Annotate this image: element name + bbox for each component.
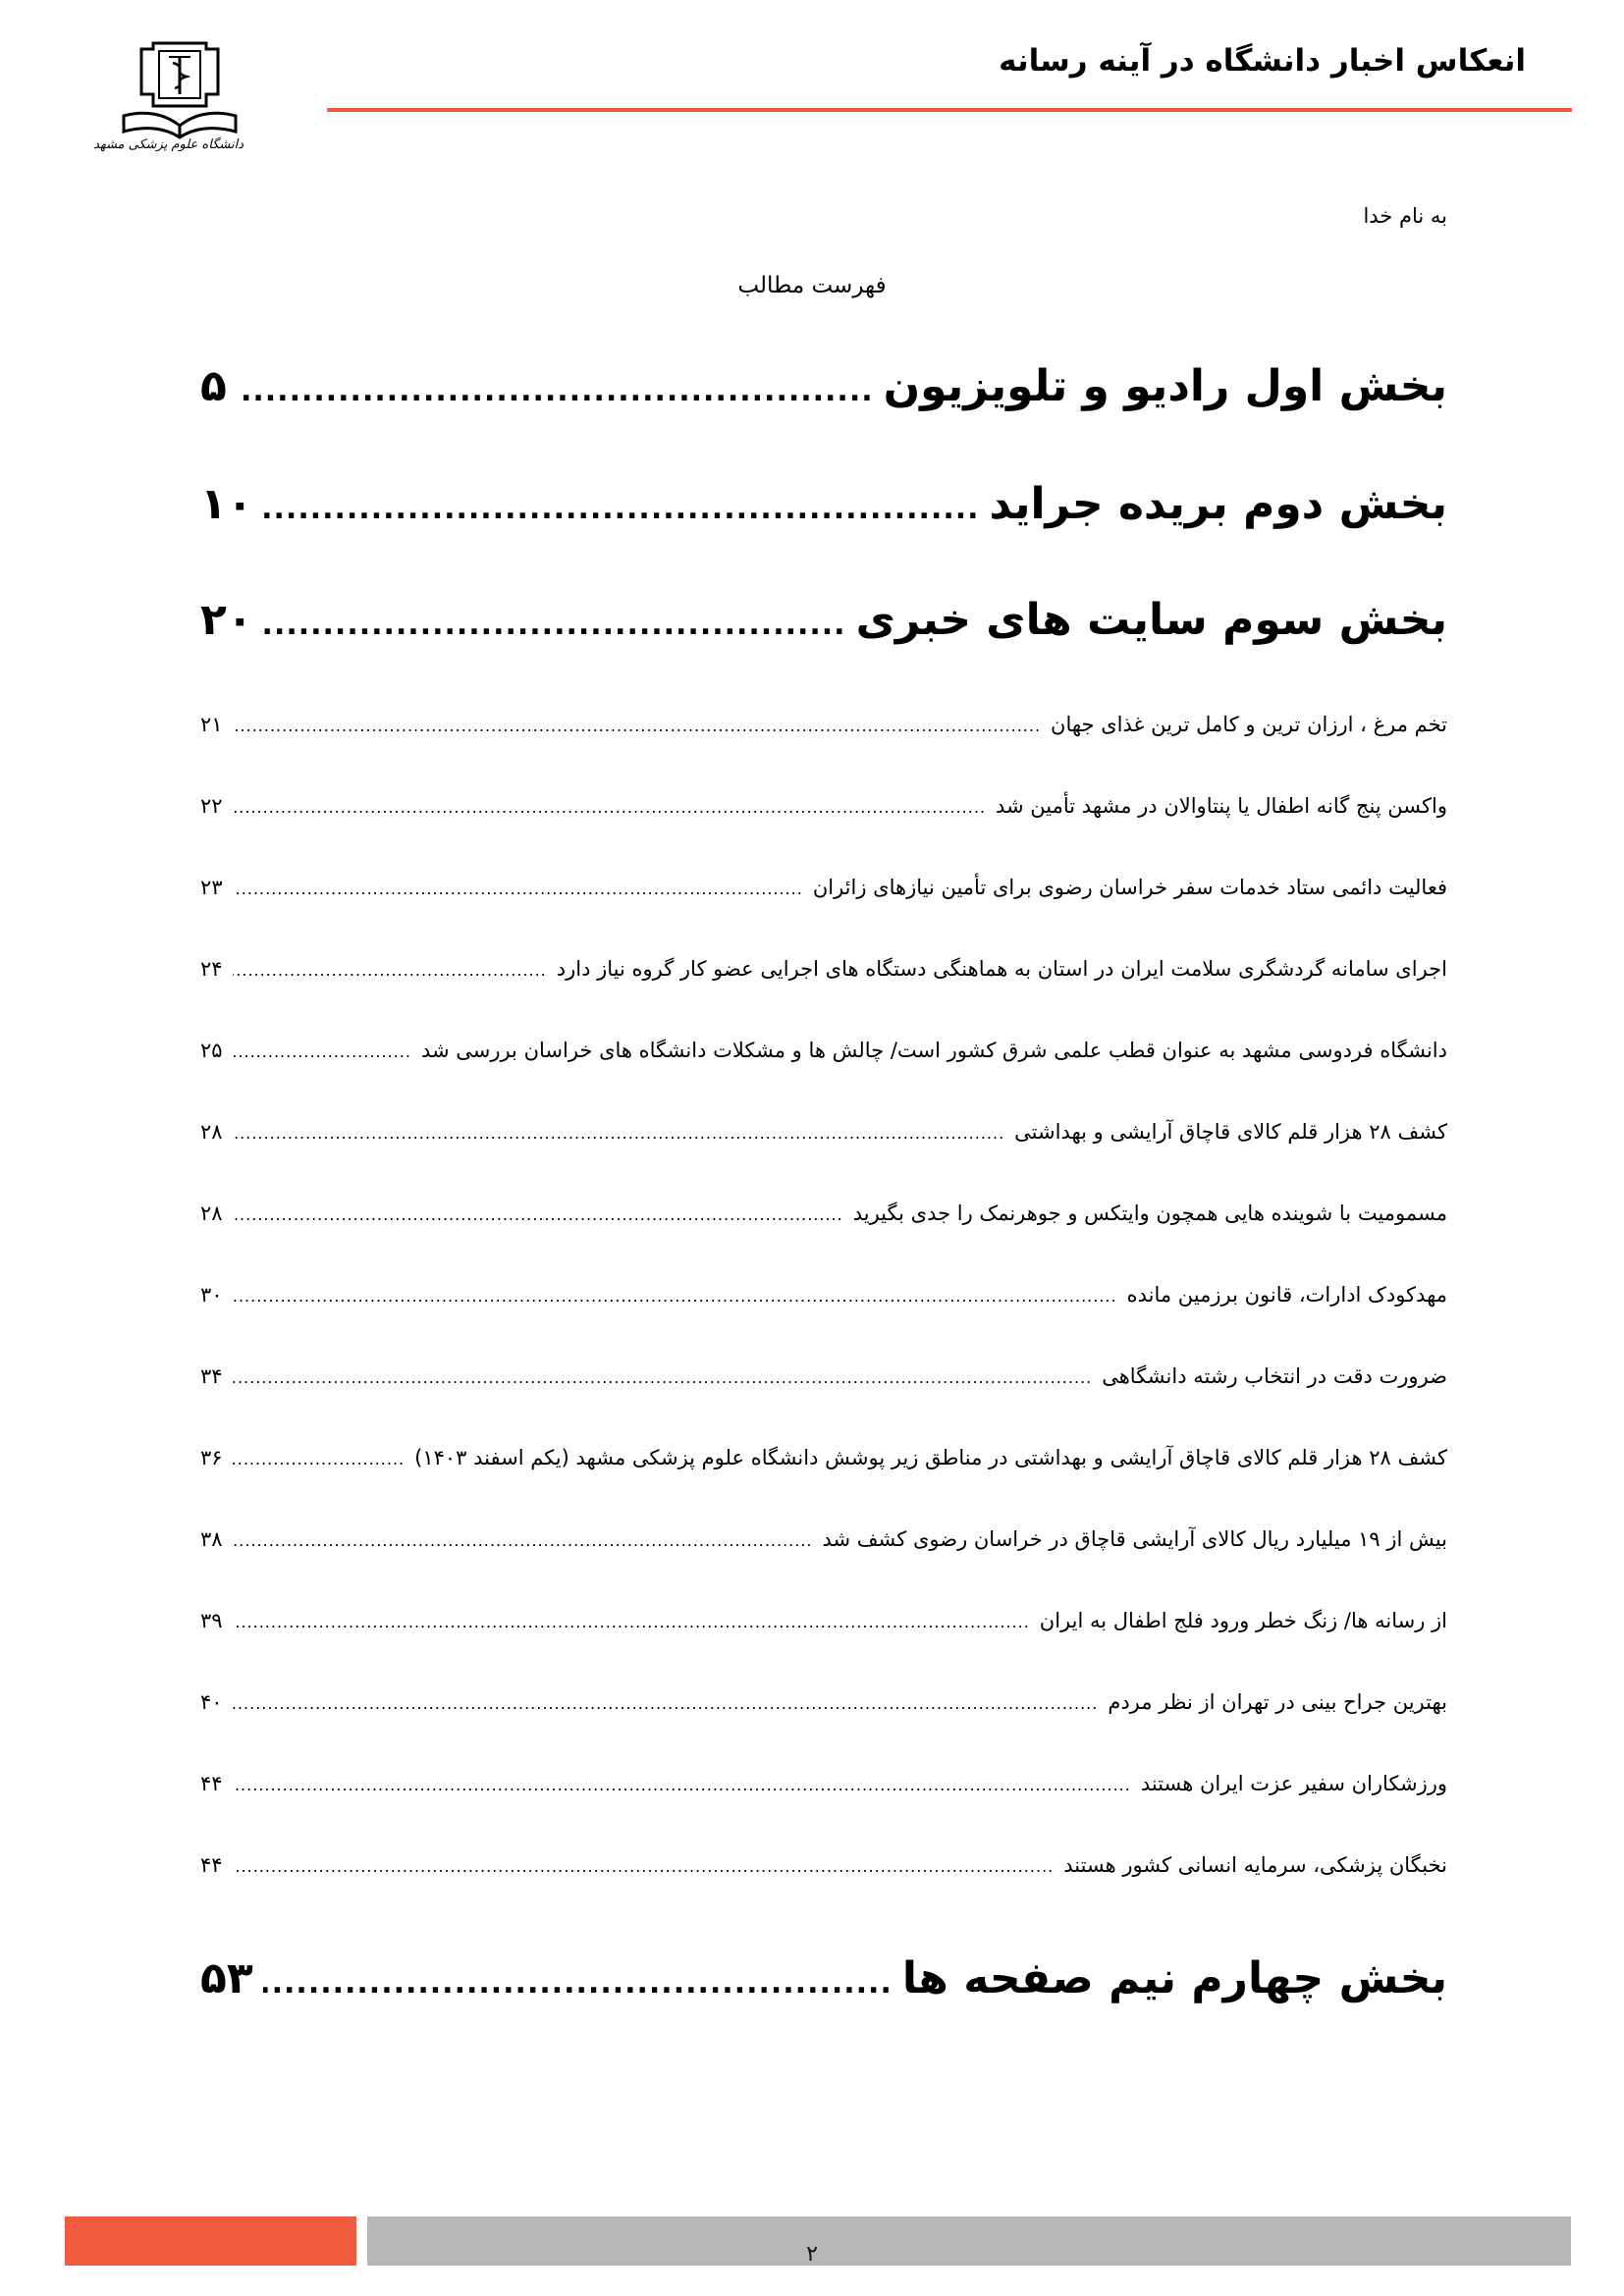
toc-leader-dots	[263, 608, 846, 642]
toc-leader-dots	[233, 1124, 1005, 1143]
header-divider	[327, 108, 1572, 112]
toc-leader-dots	[233, 1694, 1099, 1713]
toc-entry-title: ضرورت دقت در انتخاب رشته دانشگاهی	[1102, 1364, 1447, 1388]
toc-entry-title: فعالیت دائمی ستاد خدمات سفر خراسان رضوی برای تأمین نیازهای زائران	[812, 876, 1447, 899]
toc-entry[interactable]	[200, 1039, 1447, 1062]
toc-entry[interactable]	[200, 1953, 1447, 2003]
toc-entry-page: ۲۰	[200, 595, 253, 645]
toc-entry-title: از رسانه ها/ زنگ خطر ورود فلج اطفال به ایران	[1039, 1609, 1447, 1632]
toc-entry-page: ۲۵	[200, 1039, 223, 1062]
toc-leader-dots	[233, 961, 547, 980]
toc-entry-title: دانشگاه فردوسی مشهد به عنوان قطب علمی شرق کشور است/ چالش ها و مشکلات دانشگاه های خراسان بررسی شد	[420, 1039, 1447, 1062]
toc-entry-title: بخش سوم سایت های خبری	[855, 595, 1447, 645]
toc-entry-page: ۴۰	[200, 1690, 223, 1714]
toc-entry-page: ۲۸	[200, 1120, 223, 1144]
toc-entry[interactable]	[200, 1283, 1447, 1307]
toc-entry-page: ۳۹	[200, 1609, 223, 1632]
toc-entry-page: ۲۸	[200, 1201, 223, 1225]
toc-heading: فهرست مطالب	[737, 273, 887, 298]
toc-entry-title: کشف ۲۸ هزار قلم کالای قاچاق آرایشی و بهداشتی در مناطق زیر پوشش دانشگاه علوم پزشکی مشهد (یکم اسفند ۱۴۰۳)	[414, 1446, 1447, 1469]
toc-entry-page: ۵	[200, 361, 227, 411]
university-logo	[93, 35, 244, 168]
toc-leader-dots	[233, 880, 803, 898]
toc-entry[interactable]	[200, 1690, 1447, 1714]
toc-entry-title: واکسن پنج گانه اطفال یا پنتاوالان در مشهد تأمین شد	[996, 794, 1447, 818]
toc-entry-title: تخم مرغ ، ارزان ترین و کامل ترین غذای جهان	[1051, 713, 1447, 736]
toc-leader-dots	[237, 374, 874, 408]
toc-entry-page: ۱۰	[200, 479, 253, 529]
toc-entry[interactable]	[200, 1446, 1447, 1469]
page-number: ۲	[806, 2242, 818, 2267]
toc-entry-page: ۳۶	[200, 1446, 223, 1469]
toc-entry-page: ۲۴	[200, 957, 223, 981]
toc-entry[interactable]	[200, 876, 1447, 899]
toc-entry[interactable]	[200, 1772, 1447, 1795]
toc-leader-dots	[233, 1613, 1030, 1631]
toc-entry[interactable]	[200, 957, 1447, 981]
toc-entry[interactable]	[200, 1609, 1447, 1632]
bismillah: به نام خدا	[1363, 204, 1447, 228]
toc-entry[interactable]	[200, 1120, 1447, 1144]
toc-entry-title: بخش چهارم نیم صفحه ها	[901, 1953, 1447, 2003]
toc-leader-dots	[233, 717, 1041, 735]
toc-leader-dots	[263, 492, 980, 526]
toc-leader-dots	[233, 1287, 1117, 1306]
toc-leader-dots	[233, 1450, 406, 1468]
toc-entry[interactable]	[200, 713, 1447, 736]
toc-entry-page: ۴۴	[200, 1772, 223, 1795]
toc-entry-page: ۳۰	[200, 1283, 223, 1307]
toc-entry-title: بهترین جراح بینی در تهران از نظر مردم	[1108, 1690, 1447, 1714]
toc-entry-title: مسمومیت با شوینده هایی همچون وایتکس و جوهرنمک را جدی بگیرید	[852, 1201, 1447, 1225]
toc-entry-title: بخش اول رادیو و تلویزیون	[883, 361, 1447, 411]
toc-leader-dots	[233, 1205, 843, 1224]
toc-entry-page: ۲۱	[200, 713, 223, 736]
toc-entry-title: مهدکودک ادارات، قانون برزمین مانده	[1126, 1283, 1447, 1307]
toc-entry[interactable]	[200, 595, 1447, 645]
toc-entry[interactable]	[200, 1527, 1447, 1551]
toc-entry-page: ۲۳	[200, 876, 223, 899]
toc-entry[interactable]	[200, 1853, 1447, 1877]
toc-leader-dots	[233, 1857, 1055, 1876]
toc-entry[interactable]	[200, 479, 1447, 529]
toc-entry[interactable]	[200, 794, 1447, 818]
toc-entry[interactable]	[200, 361, 1447, 411]
toc-entry-title: نخبگان پزشکی، سرمایه انسانی کشور هستند	[1063, 1853, 1447, 1877]
toc-leader-dots	[233, 1042, 411, 1061]
logo-caption: دانشگاه علوم پزشکی مشهد	[93, 137, 244, 152]
document-title: انعکاس اخبار دانشگاه در آینه رسانه	[999, 43, 1526, 79]
toc-entry-title: ورزشکاران سفیر عزت ایران هستند	[1140, 1772, 1447, 1795]
toc-leader-dots	[233, 1776, 1131, 1794]
toc-entry-page: ۵۳	[200, 1953, 253, 2003]
toc-leader-dots	[233, 1368, 1093, 1387]
toc-entry-page: ۳۴	[200, 1364, 223, 1388]
university-emblem-icon	[116, 35, 244, 143]
toc-leader-dots	[263, 1966, 893, 2001]
toc-entry-title: بیش از ۱۹ میلیارد ریال کالای آرایشی قاچاق در خراسان رضوی کشف شد	[822, 1527, 1447, 1551]
toc-entry-page: ۲۲	[200, 794, 223, 818]
toc-leader-dots	[233, 798, 986, 817]
toc-entry-title: اجرای سامانه گردشگری سلامت ایران در استان به هماهنگی دستگاه های اجرایی عضو کار گروه نیاز دارد	[556, 957, 1447, 981]
toc-entry[interactable]	[200, 1364, 1447, 1388]
toc-entry-title: بخش دوم بریده جراید	[989, 479, 1447, 529]
toc-entry-title: کشف ۲۸ هزار قلم کالای قاچاق آرایشی و بهداشتی	[1014, 1120, 1447, 1144]
toc-entry-page: ۳۸	[200, 1527, 223, 1551]
toc-entry-page: ۴۴	[200, 1853, 223, 1877]
toc-leader-dots	[233, 1531, 813, 1550]
toc-entry[interactable]	[200, 1201, 1447, 1225]
